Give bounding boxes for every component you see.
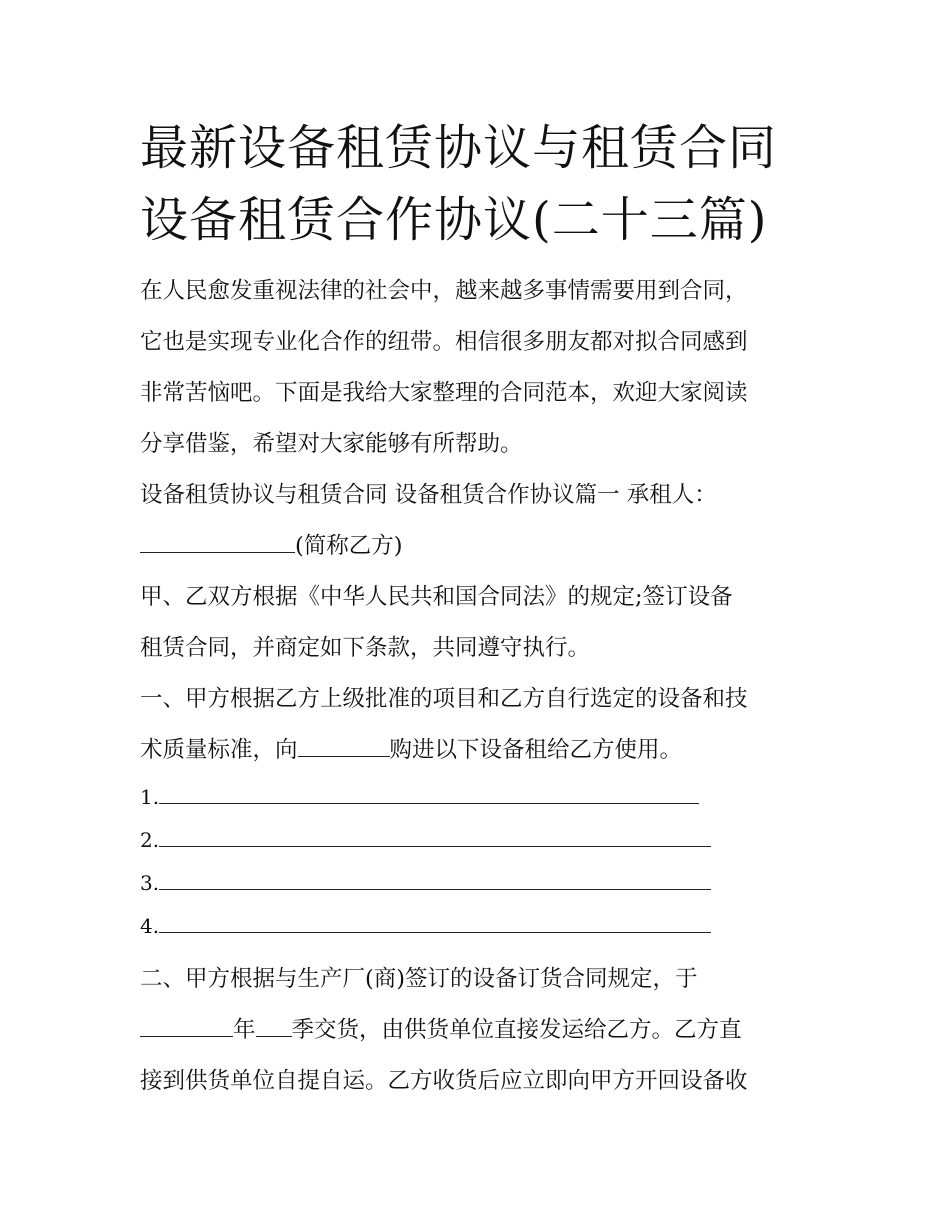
clause-2-line-3: 接到供货单位自提自运。乙方收货后应立即向甲方开回设备收 bbox=[140, 1068, 748, 1094]
intro-line: 在人民愈发重视法律的社会中，越来越多事情需要用到合同， bbox=[140, 278, 748, 304]
year-label: 年 bbox=[233, 1017, 256, 1043]
clause-1-prefix: 术质量标准，向 bbox=[140, 737, 298, 763]
lessee-blank bbox=[140, 551, 295, 553]
list-item bbox=[140, 776, 820, 819]
lessee-line bbox=[140, 521, 820, 572]
intro-line: 非常苦恼吧。下面是我给大家整理的合同范本，欢迎大家阅读 bbox=[140, 380, 748, 406]
list-number: 2. bbox=[140, 828, 160, 852]
list-item bbox=[140, 905, 820, 948]
list-blank bbox=[159, 888, 711, 890]
list-blank bbox=[159, 931, 711, 933]
lessee-suffix: (简称乙方) bbox=[295, 533, 403, 559]
list-number: 1. bbox=[140, 785, 160, 809]
list-blank bbox=[159, 845, 711, 847]
list-blank bbox=[159, 802, 699, 804]
section-heading: 设备租赁协议与租赁合同 设备租赁合作协议篇一 承租人： bbox=[140, 482, 717, 508]
document-body bbox=[140, 112, 820, 1107]
list-item bbox=[140, 862, 820, 905]
title-line-2: 设备租赁合作协议(二十三篇) bbox=[140, 192, 768, 248]
title-line-1: 最新设备租赁协议与租赁合同 bbox=[140, 120, 778, 176]
law-paragraph-line-1: 甲、乙双方根据《中华人民共和国合同法》的规定;签订设备 bbox=[140, 584, 733, 610]
list-number: 3. bbox=[140, 871, 160, 895]
clause-2-line-2 bbox=[140, 1005, 820, 1056]
season-blank bbox=[256, 1035, 292, 1037]
law-paragraph-line-2: 租赁合同，并商定如下条款，共同遵守执行。 bbox=[140, 635, 591, 661]
clause-2-line-1: 二、甲方根据与生产厂(商)签订的设备订货合同规定，于 bbox=[140, 966, 698, 992]
list-item bbox=[140, 819, 820, 862]
clause-1-line-1: 一、甲方根据乙方上级批准的项目和乙方自行选定的设备和技 bbox=[140, 686, 748, 712]
clause-1-suffix: 购进以下设备租给乙方使用。 bbox=[389, 737, 683, 763]
intro-paragraph bbox=[140, 266, 820, 470]
year-blank bbox=[140, 1035, 233, 1037]
supplier-blank bbox=[298, 755, 390, 757]
clause-1-line-2 bbox=[140, 725, 820, 776]
equipment-list bbox=[140, 776, 820, 948]
list-number: 4. bbox=[140, 914, 160, 938]
intro-line: 分享借鉴，希望对大家能够有所帮助。 bbox=[140, 431, 523, 457]
intro-line: 它也是实现专业化合作的纽带。相信很多朋友都对拟合同感到 bbox=[140, 329, 748, 355]
clause-2-suffix: 季交货，由供货单位直接发运给乙方。乙方直 bbox=[291, 1017, 742, 1043]
document-title bbox=[140, 112, 820, 256]
